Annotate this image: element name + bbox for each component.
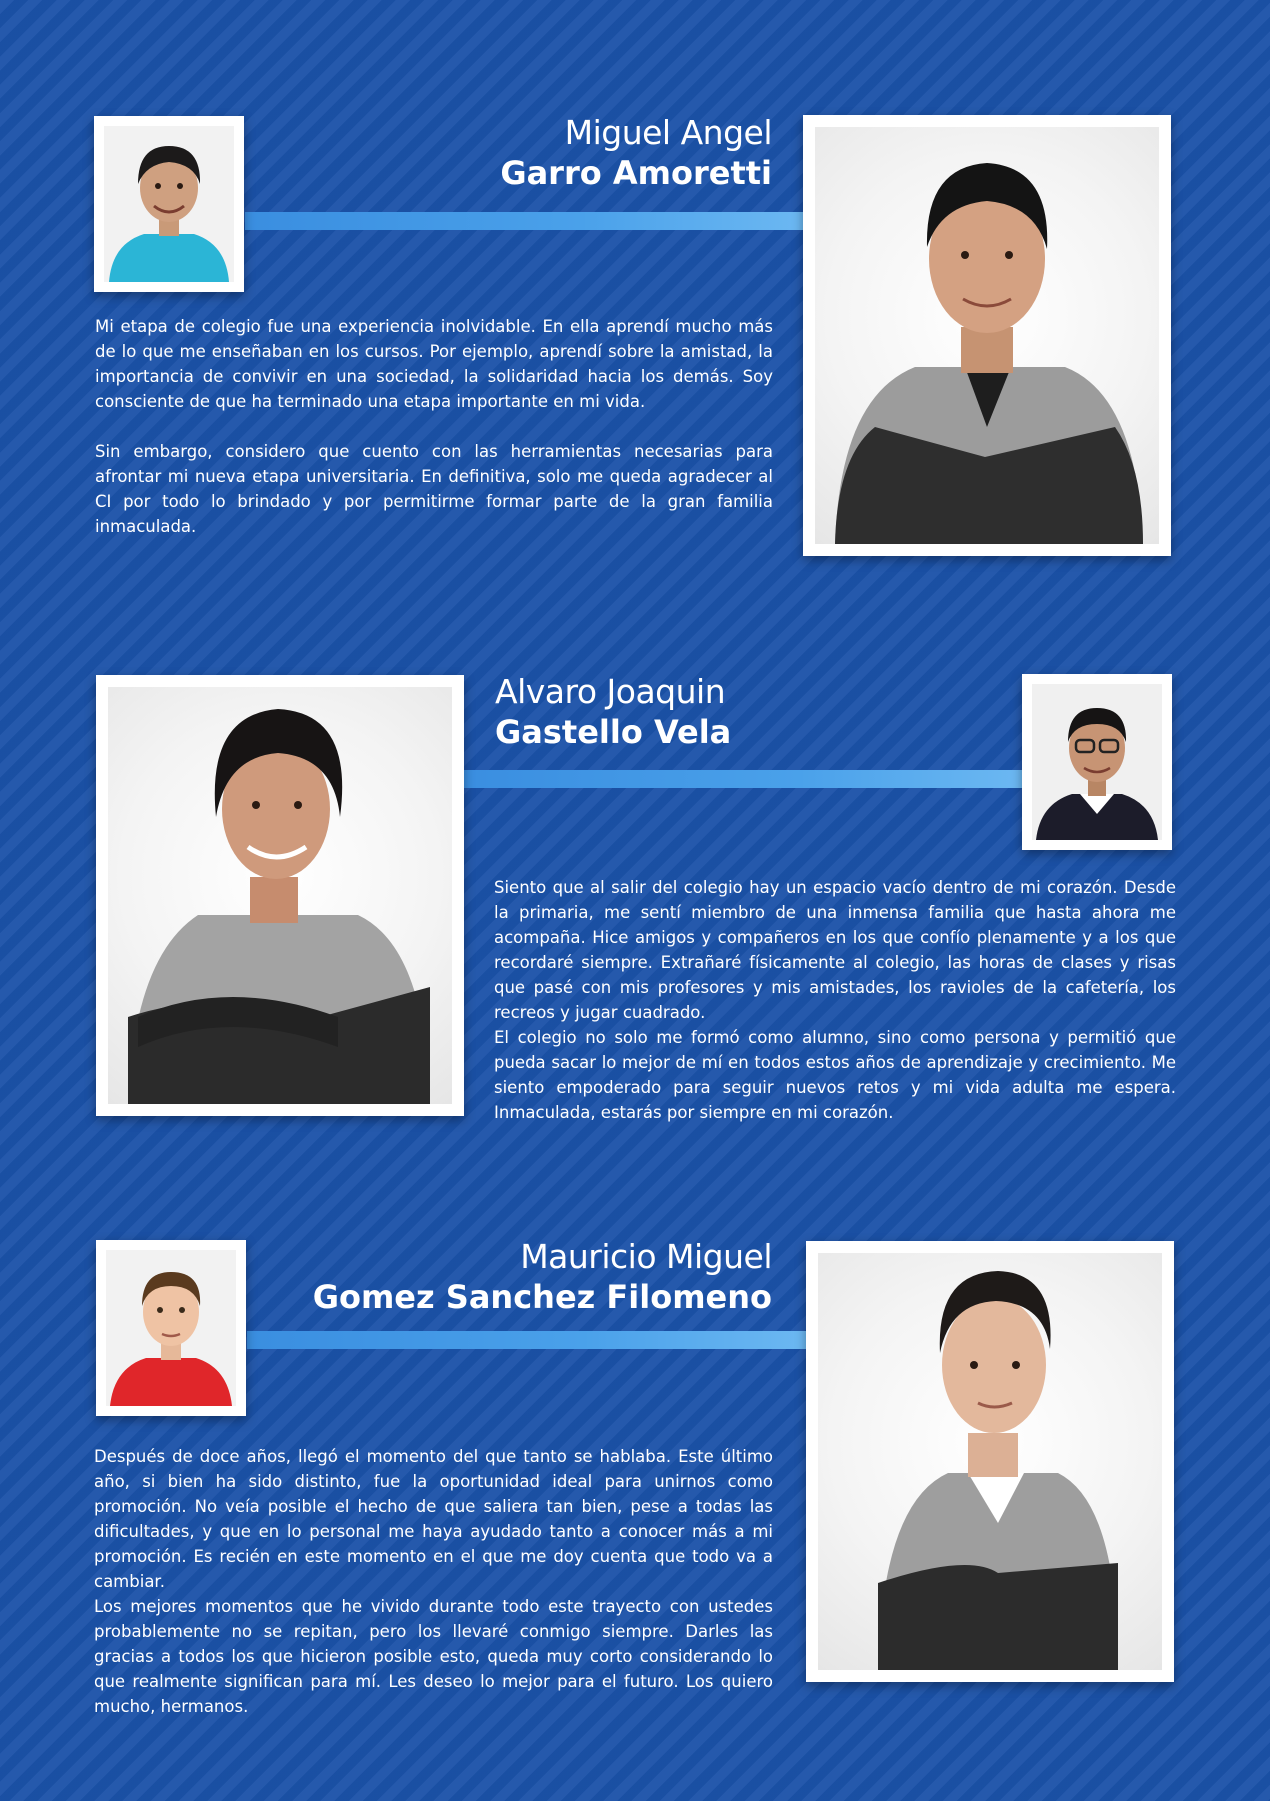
childhood-photo [96, 1240, 246, 1416]
last-name: Gastello Vela [495, 713, 732, 751]
testimonial-paragraph-1: Mi etapa de colegio fue una experiencia inolvidable. En ella aprendí mucho más de lo que me enseñaban en los cursos. Por ejemplo, aprendí sobre la amistad, la importancia de convivir en una sociedad, la solidaridad hacia los demás. Soy consciente de que ha terminado una etapa importante en mi vida. [95, 317, 773, 411]
first-name: Miguel Angel [564, 113, 772, 152]
testimonial-paragraph-2: Los mejores momentos que he vivido durante todo este trayecto con ustedes probablemente no se repitan, pero los llevaré conmigo siempre. Darles las gracias a todos los que hicieron posible esto, queda muy corto considerando lo que realmente significan para mí. Les deseo lo mejor para el futuro. Los quiero mucho, hermanos. [94, 1597, 773, 1716]
last-name: Garro Amoretti [500, 154, 772, 192]
senior-portrait-icon [818, 1253, 1162, 1670]
child-portrait-icon [106, 1250, 236, 1406]
senior-photo [806, 1241, 1174, 1682]
first-name: Alvaro Joaquin [495, 672, 726, 711]
accent-bar [247, 1331, 807, 1349]
testimonial-paragraph-1: Después de doce años, llegó el momento del que tanto se hablaba. Este último año, si bien ha sido distinto, fue la oportunidad ideal para unirnos como promoción. No veía posible el hecho de que saliera tan bien, pese a todas las dificultades, y que en lo personal me haya ayudado tanto a conocer más a mi promoción. Es recién en este momento en el que me doy cuenta que todo va a cambiar. [94, 1447, 773, 1591]
testimonial-text [94, 1444, 773, 1719]
testimonial-paragraph-2: Sin embargo, considero que cuento con las herramientas necesarias para afrontar mi nueva etapa universitaria. En definitiva, solo me queda agradecer al CI por todo lo brindado y por permitirme formar parte de la gran familia inmaculada. [95, 442, 773, 536]
last-name: Gomez Sanchez Filomeno [312, 1278, 772, 1316]
testimonial-paragraph-1: Siento que al salir del colegio hay un espacio vacío dentro de mi corazón. Desde la primaria, me sentí miembro de una inmensa familia que hasta ahora me acompaña. Hice amigos y compañeros en los que confío plenamente y a los que recordaré siempre. Extrañaré físicamente al colegio, las horas de clases y risas que pasé con mis profesores y mis amistades, los ravioles de la cafetería, los recreos y jugar cuadrado. [494, 878, 1176, 1022]
testimonial-paragraph-2: El colegio no solo me formó como alumno, sino como persona y permitió que pueda sacar lo mejor de mí en todos estos años de aprendizaje y crecimiento. Me siento empoderado para seguir nuevos retos y mi vida adulta me espera. Inmaculada, estarás por siempre en mi corazón. [494, 1028, 1176, 1122]
first-name: Mauricio Miguel [520, 1237, 772, 1276]
